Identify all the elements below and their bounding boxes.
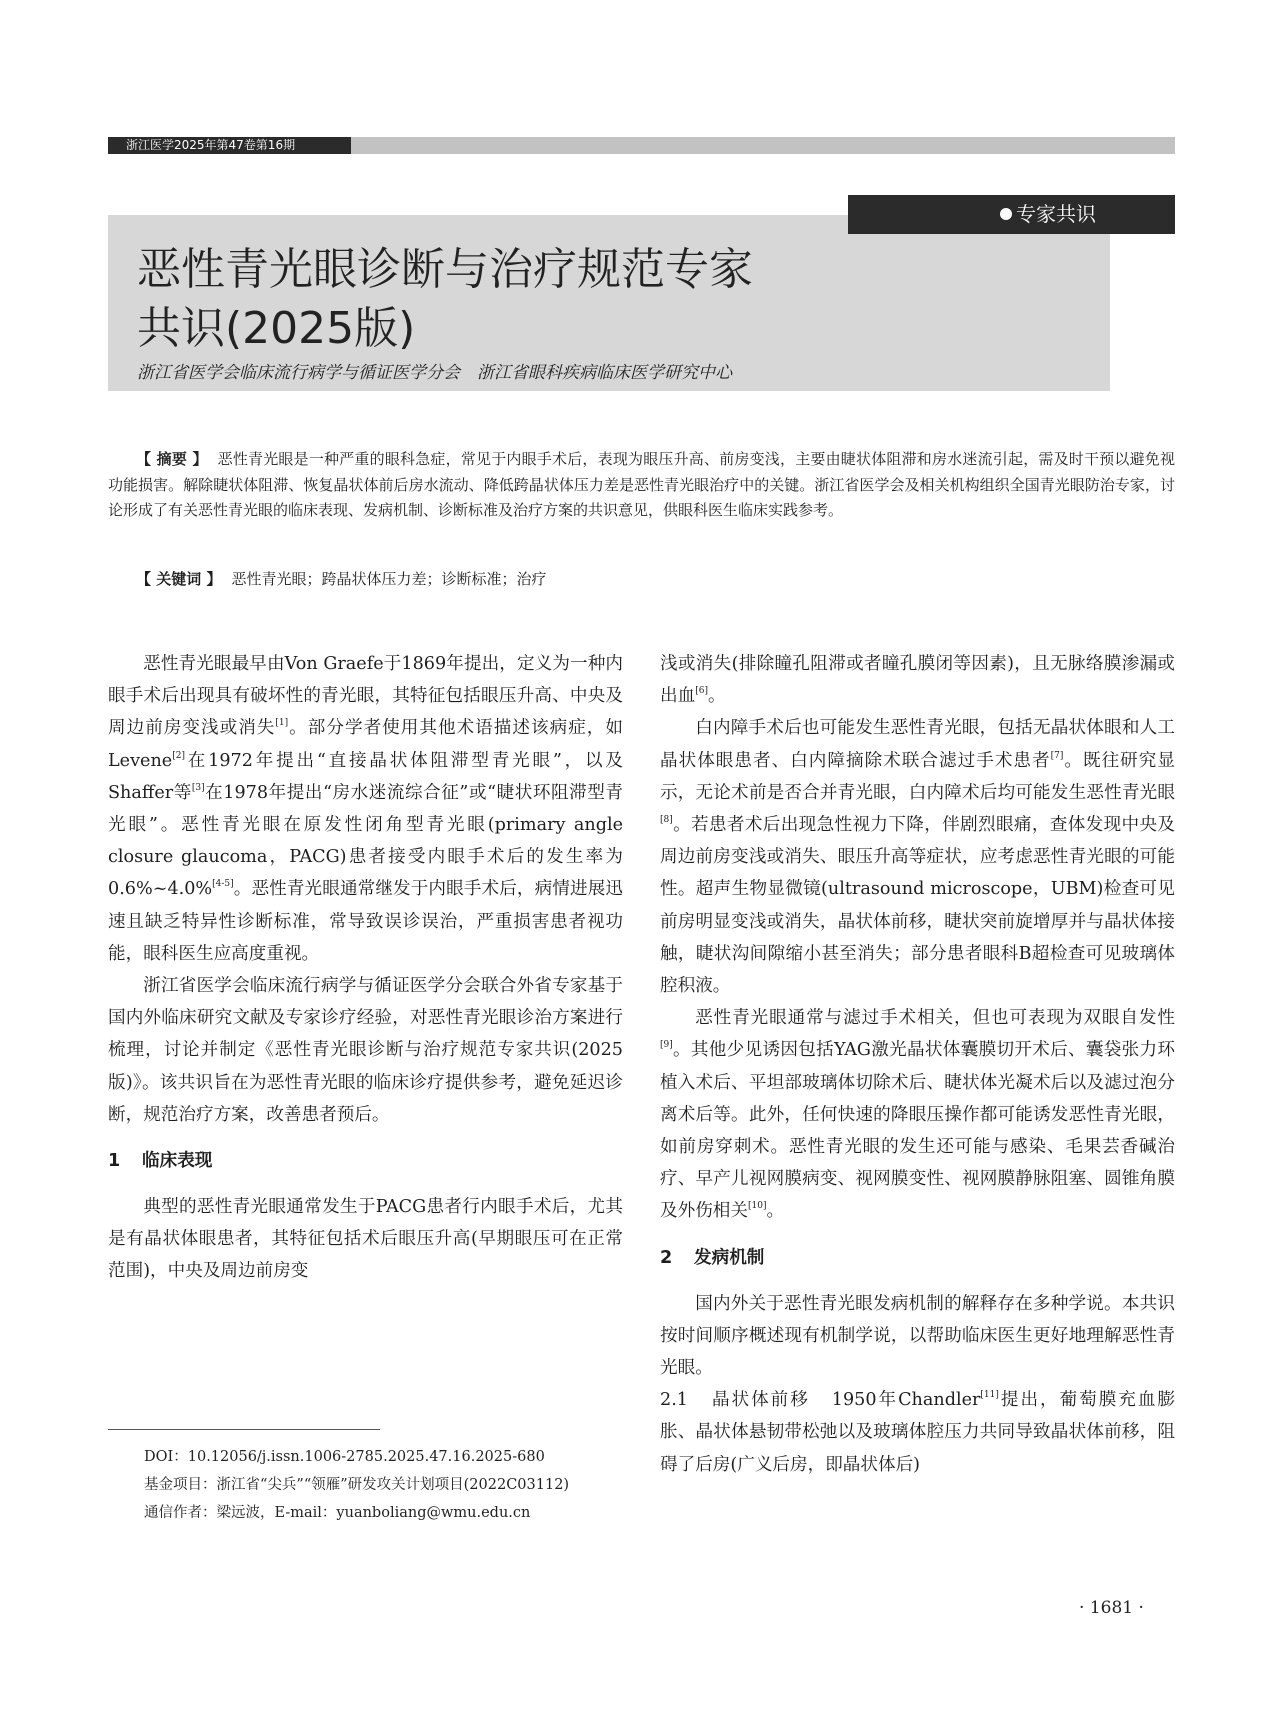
footnote-divider <box>108 1429 380 1430</box>
correspondence-line: 通信作者：梁远波，E-mail：yuanboliang@wmu.edu.cn <box>144 1505 531 1521</box>
paragraph: 浙江省医学会临床流行病学与循证医学分会联合外省专家基于国内外临床研究文献及专家诊疗经验，对恶性青光眼诊治方案进行梳理，讨论并制定《恶性青光眼诊断与治疗规范专家共识(2025版)》。该共识旨在为恶性青光眼的临床诊疗提供参考，避免延迟诊断，规范治疗方案，改善患者预后。 <box>108 976 623 1125</box>
body-column-left <box>108 648 623 1288</box>
citation-ref[interactable]: [6] <box>695 686 708 697</box>
journal-issue-label: 浙江医学2025年第47卷第16期 <box>108 137 351 154</box>
citation-ref[interactable]: [1] <box>275 718 289 729</box>
funding-line: 基金项目：浙江省“尖兵”“领雁”研发攻关计划项目(2022C03112) <box>144 1477 570 1493</box>
running-header-bar <box>108 137 1175 154</box>
doi-line: DOI：10.12056/j.issn.1006-2785.2025.47.16.2025-680 <box>144 1449 545 1465</box>
abstract-text: 恶性青光眼是一种严重的眼科急症，常见于内眼手术后，表现为眼压升高、前房变浅，主要由睫状体阻滞和房水迷流引起，需及时干预以避免视功能损害。解除睫状体阻滞、恢复晶状体前后房水流动、降低跨晶状体压力差是恶性青光眼治疗中的关键。浙江省医学会及相关机构组织全国青光眼防治专家，讨论形成了有关恶性青光眼的临床表现、发病机制、诊断标准及治疗方案的共识意见，供眼科医生临床实践参考。 <box>108 450 1175 519</box>
section-tag-label: 专家共识 <box>1016 202 1096 226</box>
citation-ref[interactable]: [7] <box>1050 750 1064 761</box>
paragraph: 典型的恶性青光眼通常发生于PACG患者行内眼手术后，尤其是有晶状体眼患者，其特征包括术后眼压升高(早期眼压可在正常范围)，中央及周边前房变 <box>108 1197 623 1282</box>
abstract <box>108 447 1175 524</box>
body-column-right <box>660 648 1175 1481</box>
paragraph: 白内障手术后也可能发生恶性青光眼，包括无晶状体眼和人工晶状体眼患者、白内障摘除术联合滤过手术患者[7]。既往研究显示，无论术前是否合并青光眼，白内障术后均可能发生恶性青光眼[8]。若患者术后出现急性视力下降，伴剧烈眼痛，查体发现中央及周边前房变浅或消失、眼压升高等症状，应考虑恶性青光眼的可能性。超声生物显微镜(ultrasound microscope，UBM)检查可见前房明显变浅或消失，晶状体前移，睫状突前旋增厚并与晶状体接触，睫状沟间隙缩小甚至消失；部分患者眼科B超检查可见玻璃体腔积液。 <box>660 718 1175 997</box>
section-tag <box>848 195 1175 234</box>
citation-ref[interactable]: [10] <box>747 1201 767 1212</box>
paragraph: 恶性青光眼最早由Von Graefe于1869年提出，定义为一种内眼手术后出现具有破坏性的青光眼，其特征包括眼压升高、中央及周边前房变浅或消失[1]。部分学者使用其他术语描述该病症，如Levene[2]在1972年提出“直接晶状体阻滞型青光眼”，以及Shaffer等[3]在1978年提出“房水迷流综合征”或“睫状环阻滞型青光眼”。恶性青光眼在原发性闭角型青光眼(primary angle closure glaucoma，PACG)患者接受内眼手术后的发生率为0.6%~4.0%[4-5]。恶性青光眼通常继发于内眼手术后，病情进展迅速且缺乏特异性诊断标准，常导致误诊误治，严重损害患者视功能，眼科医生应高度重视。 <box>108 654 624 964</box>
citation-ref[interactable]: [9] <box>660 1040 673 1051</box>
keywords-text: 恶性青光眼；跨晶状体压力差；诊断标准；治疗 <box>231 570 547 588</box>
section-heading-2: 2 发病机制 <box>660 1247 765 1268</box>
citation-ref[interactable]: [4-5] <box>212 879 234 890</box>
footnotes <box>108 1443 623 1527</box>
citation-ref[interactable]: [3] <box>191 782 205 793</box>
keywords-label: 【 关键词 】 <box>136 570 222 588</box>
paragraph: 国内外关于恶性青光眼发病机制的解释存在多种学说。本共识按时间顺序概述现有机制学说，以帮助临床医生更好地理解恶性青光眼。 <box>660 1293 1175 1379</box>
paragraph: 恶性青光眼通常与滤过手术相关，但也可表现为双眼自发性[9]。其他少见诱因包括YAG激光晶状体囊膜切开术后、囊袋张力环植入术后、平坦部玻璃体切除术后、睫状体光凝术后以及滤过泡分离术后等。此外，任何快速的降眼压操作都可能诱发恶性青光眼，如前房穿刺术。恶性青光眼的发生还可能与感染、毛果芸香碱治疗、早产儿视网膜病变、视网膜变性、视网膜静脉阻塞、圆锥角膜及外伤相关[10]。 <box>660 1008 1175 1222</box>
title-line-1: 恶性青光眼诊断与治疗规范专家 <box>137 244 753 295</box>
paragraph: 2.1 晶状体前移 1950年Chandler[11]提出，葡萄膜充血膨胀、晶状体悬韧带松弛以及玻璃体腔压力共同导致晶状体前移，阻碍了后房(广义后房，即晶状体后) <box>660 1384 1175 1481</box>
title-line-2: 共识(2025版) <box>137 303 416 354</box>
citation-ref[interactable]: [11] <box>980 1390 999 1401</box>
paragraph: 浅或消失(排除瞳孔阻滞或者瞳孔膜闭等因素)，且无脉络膜渗漏或出血[6]。 <box>660 654 1175 707</box>
keywords <box>136 567 546 592</box>
section-heading-1: 1 临床表现 <box>108 1151 213 1172</box>
page-number: · 1681 · <box>1079 1598 1144 1618</box>
citation-ref[interactable]: [2] <box>172 750 185 761</box>
author-affiliations: 浙江省医学会临床流行病学与循证医学分会 浙江省眼科疾病临床医学研究中心 <box>137 363 732 383</box>
citation-ref[interactable]: [8] <box>660 815 673 826</box>
subsection-number: 2.1 <box>660 1390 688 1411</box>
bullet-dot-icon <box>1000 208 1012 220</box>
page-title <box>137 240 897 358</box>
abstract-label: 【 摘要 】 <box>136 450 208 468</box>
subsection-title: 晶状体前移 <box>709 1390 810 1411</box>
